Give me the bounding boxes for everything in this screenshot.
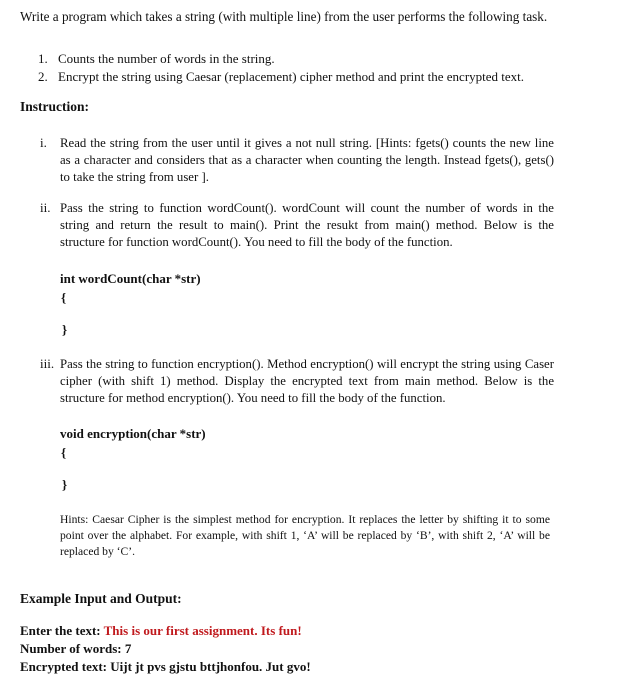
example-word-count-line	[20, 640, 131, 658]
code-signature-encryption: void encryption(char *str)	[60, 426, 206, 441]
step-text: Pass the string to function encryption(). Method encryption() will encrypt the string using Caser cipher (with shift 1) method. Display the encrypted text from main method. Below is the structure for method encryption(). You need to fill the body of the function.	[60, 357, 554, 405]
enter-value: This is our first assignment. Its fun!	[103, 623, 302, 638]
enter-label: Enter the text:	[20, 623, 104, 638]
example-input-line	[20, 622, 302, 640]
step-number: iii.	[40, 356, 55, 371]
instruction-heading: Instruction:	[20, 99, 90, 114]
encrypted-label: Encrypted text:	[20, 659, 111, 674]
task-text: Encrypt the string using Caesar (replacement) cipher method and print the encrypted text.	[58, 69, 525, 84]
code-open-brace: {	[61, 445, 67, 460]
example-heading: Example Input and Output:	[20, 591, 182, 606]
encrypted-value: Uijt jt pvs gjstu bttjhonfou. Jut gvo!	[110, 659, 311, 674]
example-encrypted-line	[20, 658, 311, 676]
instruction-step	[40, 135, 560, 187]
task-list	[38, 50, 598, 86]
code-close-brace: }	[62, 322, 68, 337]
task-item	[38, 68, 598, 86]
instruction-step	[40, 200, 560, 252]
intro-paragraph: Write a program which takes a string (with multiple line) from the user performs the following task.	[20, 9, 548, 24]
task-text: Counts the number of words in the string.	[58, 51, 275, 66]
hint-paragraph: Hints: Caesar Cipher is the simplest method for encryption. It replaces the letter by shifting it to some point over the alphabet. For example, with shift 1, ‘A’ will be replaced by ‘B’, with shift 2, ‘A’ will be replaced by ‘C’.	[60, 513, 550, 558]
code-signature-wordcount: int wordCount(char *str)	[60, 271, 201, 286]
task-number: 2.	[38, 69, 48, 84]
step-number: ii.	[40, 200, 51, 215]
step-number: i.	[40, 135, 47, 150]
step-text: Read the string from the user until it gives a not null string. [Hints: fgets() counts the new line as a character and considers that as a character when counting the length. Instead fgets(), gets() to take the string from user ].	[60, 136, 554, 184]
task-item	[38, 50, 598, 68]
words-value: 7	[124, 641, 132, 656]
instruction-step	[40, 356, 560, 408]
task-number: 1.	[38, 51, 48, 66]
code-open-brace: {	[61, 290, 67, 305]
words-label: Number of words:	[20, 641, 125, 656]
step-text: Pass the string to function wordCount(). wordCount will count the number of words in the string and return the result to main(). Print the resukt from main() method. Below is the structure for function wordCount(). You need to fill the body of the function.	[60, 201, 554, 249]
code-close-brace: }	[62, 477, 68, 492]
